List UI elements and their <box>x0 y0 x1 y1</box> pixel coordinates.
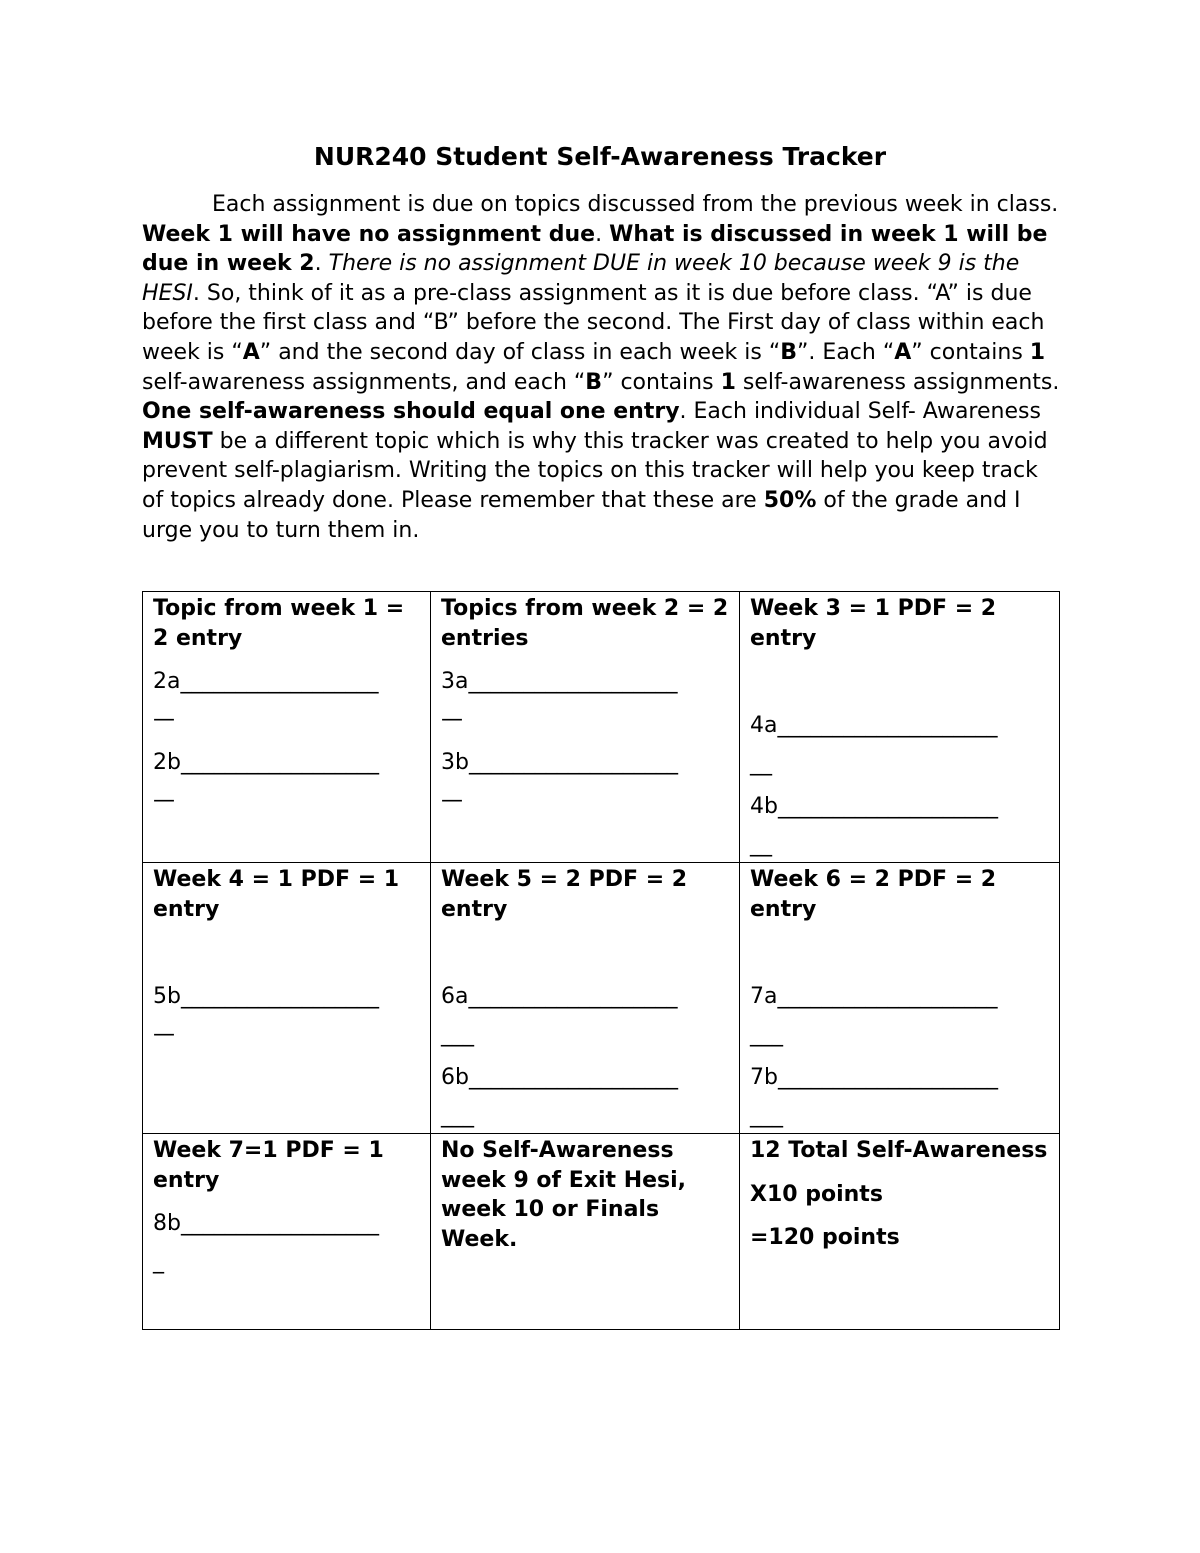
tracker-cell-total <box>740 1134 1060 1330</box>
entry-line-wrap: ___ <box>750 1102 783 1128</box>
table-row <box>143 1134 1060 1330</box>
entry-line-2a[interactable]: 2a__________________ <box>153 669 379 695</box>
intro-bold-text: B <box>780 339 798 365</box>
entry-line-2b[interactable]: 2b__________________ <box>153 750 379 776</box>
intro-text: ” and the second day of class in each week is “ <box>259 339 781 365</box>
cell-heading: No Self-Awareness week 9 of Exit Hesi, week 10 or Finals Week. <box>441 1138 687 1252</box>
entry-line-3b[interactable]: 3b___________________ <box>441 750 678 776</box>
tracker-cell-week-2 <box>431 592 740 863</box>
intro-bold-text: MUST <box>142 428 213 454</box>
table-row <box>143 592 1060 863</box>
cell-heading: Week 3 = 1 PDF = 2 entry <box>750 596 997 651</box>
intro-bold-text: One self-awareness should equal one entry <box>142 399 680 425</box>
entry-line-wrap: ___ <box>750 1021 783 1047</box>
intro-text: . So, think of it as a pre-class assignment as it is due before class. “A” is due before the first class and “B” before the second. The First day of class within each week is “ <box>142 280 1045 365</box>
points-multiplier: X10 points <box>750 1181 883 1207</box>
entry-line-wrap: — <box>153 1021 175 1047</box>
spacer <box>441 924 729 968</box>
entry-line-7a[interactable]: 7a____________________ <box>750 984 998 1010</box>
points-total: =120 points <box>750 1225 900 1251</box>
intro-bold-text: A <box>894 339 912 365</box>
tracker-cell-week-7 <box>143 1134 431 1330</box>
entry-line-wrap: ___ <box>441 1021 474 1047</box>
intro-text: ” contains <box>911 339 1030 365</box>
entry-line-5b[interactable]: 5b__________________ <box>153 984 379 1010</box>
intro-text: self-awareness assignments. <box>735 369 1060 395</box>
entry-line-wrap: — <box>441 706 463 732</box>
entry-line-wrap: — <box>153 706 175 732</box>
entry-line-wrap: __ <box>750 750 772 776</box>
tracker-cell-week-3 <box>740 592 1060 863</box>
cell-heading: Topics from week 2 = 2 entries <box>441 596 729 651</box>
tracker-cell-week-4 <box>143 863 431 1134</box>
intro-text: of the grade and I urge you to turn them in. <box>142 487 1021 543</box>
intro-text: . Each individual Self- Awareness <box>679 399 1041 425</box>
intro-bold-text: What is discussed in week 1 will be due in week 2 <box>142 221 1048 277</box>
intro-text: Each assignment is due on topics discussed from the previous week in class. <box>212 192 1059 217</box>
intro-bold-text: 1 <box>720 369 736 395</box>
intro-text: . <box>314 251 329 277</box>
intro-bold-text: 1 <box>1029 339 1046 365</box>
intro-bold-text: A <box>242 339 260 365</box>
cell-heading: Week 6 = 2 PDF = 2 entry <box>750 867 997 922</box>
tracker-cell-week-1 <box>143 592 431 863</box>
intro-text: be a different topic which is why this tracker was created to help you avoid prevent self-plagiarism. Writing the topics on this tracker will help you keep track of topics already done. Please remember that these are <box>142 428 1048 513</box>
intro-italic-text: There is no assignment DUE in week 10 because week 9 is the HESI <box>142 251 1020 306</box>
entry-line-wrap: ___ <box>441 1102 474 1128</box>
tracker-cell-no-assignment <box>431 1134 740 1330</box>
intro-text: . <box>595 221 610 247</box>
intro-bold-text: 50% <box>763 487 817 513</box>
spacer <box>153 924 420 968</box>
intro-bold-text: B <box>585 369 603 395</box>
instructions-paragraph <box>142 190 1062 545</box>
entry-line-4a[interactable]: 4a____________________ <box>750 713 998 739</box>
cell-heading: Week 4 = 1 PDF = 1 entry <box>153 867 400 922</box>
entry-line-6b[interactable]: 6b___________________ <box>441 1065 678 1091</box>
entry-line-6a[interactable]: 6a___________________ <box>441 984 678 1010</box>
cell-heading: Topic from week 1 = 2 entry <box>153 596 405 651</box>
entry-line-wrap: — <box>153 787 175 813</box>
tracker-cell-week-5 <box>431 863 740 1134</box>
cell-heading: Week 5 = 2 PDF = 2 entry <box>441 867 688 922</box>
intro-text: self-awareness assignments, and each “ <box>142 369 586 395</box>
entry-line-wrap: — <box>441 787 463 813</box>
entry-line-wrap: _ <box>153 1248 164 1274</box>
tracker-table <box>142 591 1060 1330</box>
entry-line-7b[interactable]: 7b____________________ <box>750 1065 998 1091</box>
intro-text: ”. Each “ <box>797 339 895 365</box>
tracker-cell-week-6 <box>740 863 1060 1134</box>
spacer <box>750 653 1049 697</box>
entry-line-8b[interactable]: 8b__________________ <box>153 1211 379 1237</box>
entry-line-wrap: __ <box>750 831 772 857</box>
page-title: NUR240 Student Self-Awareness Tracker <box>313 142 887 171</box>
spacer <box>750 924 1049 968</box>
entry-line-4b[interactable]: 4b____________________ <box>750 794 998 820</box>
intro-bold-text: Week 1 will have no assignment due <box>142 221 596 247</box>
entry-line-3a[interactable]: 3a___________________ <box>441 669 678 695</box>
cell-heading: 12 Total Self-Awareness <box>750 1138 1048 1163</box>
table-row <box>143 863 1060 1134</box>
intro-text: ” contains <box>602 369 721 395</box>
cell-heading: Week 7=1 PDF = 1 entry <box>153 1138 384 1193</box>
